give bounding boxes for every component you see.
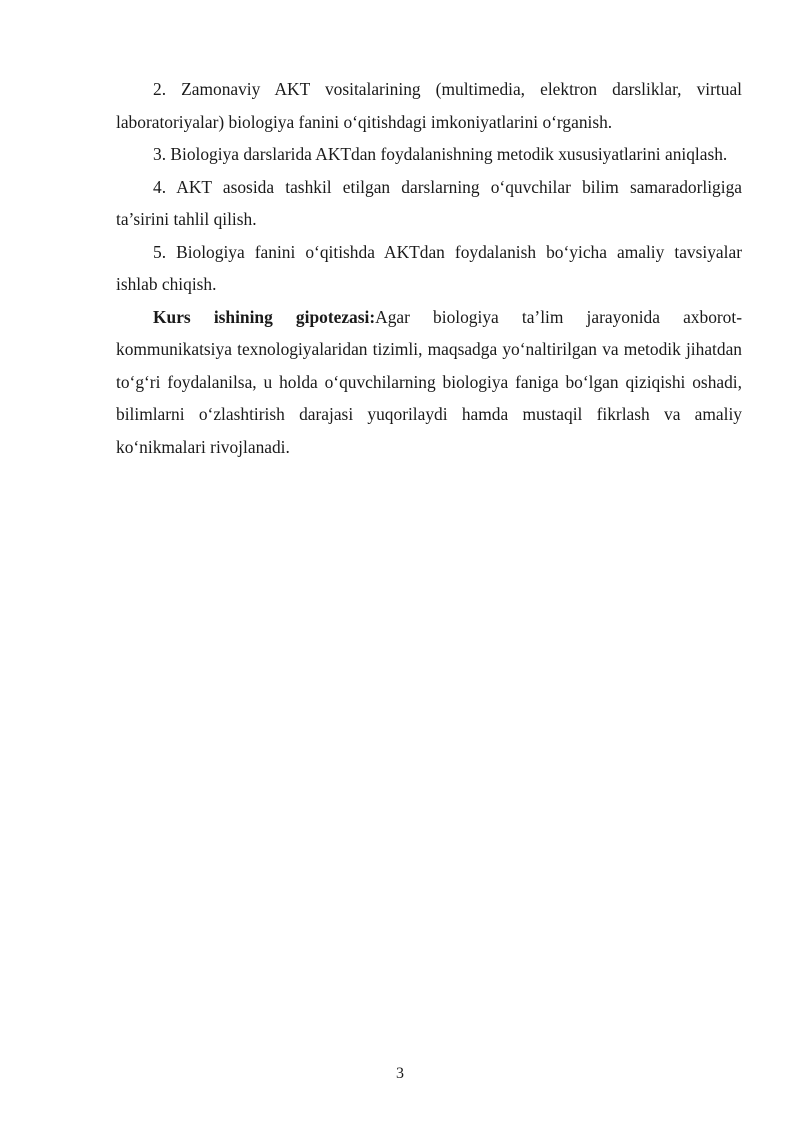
page-body <box>116 73 742 463</box>
paragraph-task-3 <box>116 138 742 171</box>
page-number: 3 <box>396 1065 404 1082</box>
paragraph-task-3-text: 3. Biologiya darslarida AKTdan foydalanishning metodik xususiyatlarini aniqlash. <box>153 144 728 164</box>
paragraph-task-4-text: 4. AKT asosida tashkil etilgan darslarning o‘quvchilar bilim samaradorligiga ta’sirini tahlil qilish. <box>116 176 742 229</box>
paragraph-hypothesis <box>116 301 742 464</box>
paragraph-task-5 <box>116 236 742 301</box>
hypothesis-label: Kurs ishining gipotezasi: <box>153 306 376 327</box>
paragraph-task-4 <box>116 171 742 236</box>
paragraph-task-5-text: 5. Biologiya fanini o‘qitishda AKTdan foydalanish bo‘yicha amaliy tavsiyalar ishlab chiqish. <box>116 241 742 294</box>
hypothesis-text: Agar biologiya ta’lim jarayonida axborot-kommunikatsiya texnologiyalaridan tizimli, maqsadga yo‘naltirilgan va metodik jihatdan to‘g‘ri foydalanilsa, u holda o‘quvchilarning biologiya faniga bo‘lgan qiziqishi oshadi, bilimlarni o‘zlashtirish darajasi yuqorilaydi hamda mustaqil fikrlash va amaliy ko‘nikmalari rivojlanadi. <box>116 306 742 457</box>
paragraph-task-2-text: 2. Zamonaviy AKT vositalarining (multimedia, elektron darsliklar, virtual laboratoriyalar) biologiya fanini o‘qitishdagi imkoniyatlarini o‘rganish. <box>116 79 742 132</box>
paragraph-task-2 <box>116 73 742 138</box>
